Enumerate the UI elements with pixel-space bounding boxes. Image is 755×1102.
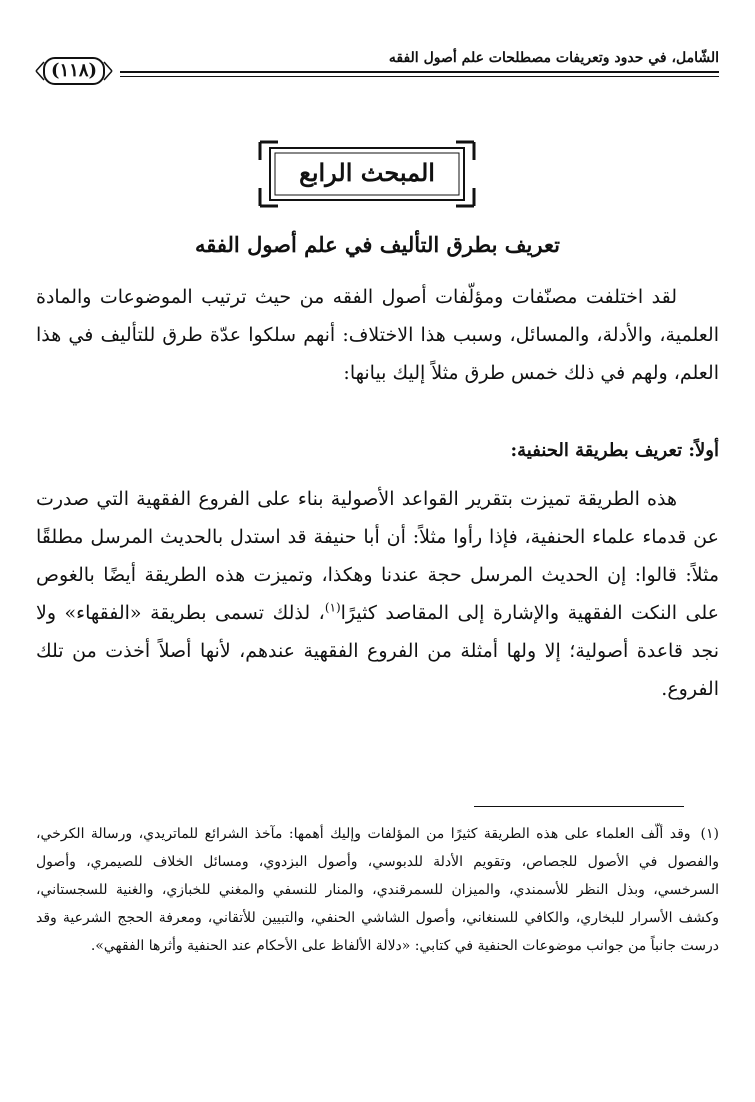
section-title: المبحث الرابع	[299, 158, 435, 187]
header-rule	[120, 71, 719, 77]
paragraph-text-continued: ، لذلك تسمى بطريقة «الفقهاء» ولا نجد قاعدة أصولية؛ إلا ولها أمثلة من الفروع الفقهية عندهم، لأنها أصلاً أخذت من تلك الفروع.	[36, 602, 719, 700]
hanafi-paragraph	[36, 480, 719, 708]
footnote-reference[interactable]: (١)	[324, 600, 341, 615]
page-number: (١١٨)	[50, 60, 98, 81]
section-heading-box	[258, 140, 476, 208]
footnote-marker: (١)	[700, 826, 719, 842]
running-header-title: الشّامل، في حدود وتعريفات مصطلحات علم أصول الفقه	[388, 50, 719, 66]
page-number-badge	[34, 56, 114, 86]
footnote-separator	[474, 806, 684, 807]
subheading: تعريف بطرق التأليف في علم أصول الفقه	[195, 232, 560, 257]
intro-paragraph: لقد اختلفت مصنّفات ومؤلّفات أصول الفقه من حيث ترتيب الموضوعات والمادة العلمية، والأدلة، والمسائل، وسبب هذا الاختلاف: أنهم سلكوا عدّة طرق للتأليف في هذا العلم، ولهم في ذلك خمس طرق مثلاً إليك بيانها:	[36, 286, 719, 384]
point-heading: أولاً: تعريف بطريقة الحنفية:	[510, 440, 719, 461]
footnote-text: وقد ألّف العلماء على هذه الطريقة كثيرًا من المؤلفات وإليك أهمها: مآخذ الشرائع للماتريدي، ورسالة الكرخي، والفصول في الأصول للجصاص، وتقويم الأدلة للدبوسي، وأصول البزدوي، ومسائل الخلاف للصيمري، وأصول السرخسي، وبذل النظر للأسمندي، والميزان للسمرقندي، والمنار للنسفي والمغني للخبازي، والغنية للسجستاني، وكشف الأسرار للبخاري، والكافي للسنغاني، وأصول الشاشي الحنفي، والتبيين للأتقاني، ومعرفة الحجج الشرعية وقد درست جانباً من جوانب موضوعات الحنفية في كتابي: «دلالة الألفاظ على الأحكام عند الحنفية وأثرها الفقهي».	[36, 826, 719, 954]
paragraph-text: هذه الطريقة تميزت بتقرير القواعد الأصولية بناء على الفروع الفقهية التي صدرت عن قدماء علماء الحنفية، فإذا رأوا مثلاً: أن أبا حنيفة قد استدل بالحديث المرسل مطلقًا مثلاً: قالوا: إن الحديث المرسل حجة عندنا وهكذا، وتميزت هذه الطريقة أيضًا بالغوص على النكت الفقهية والإشارة إلى المقاصد كثيرًا	[36, 488, 719, 624]
footnote	[36, 820, 719, 960]
